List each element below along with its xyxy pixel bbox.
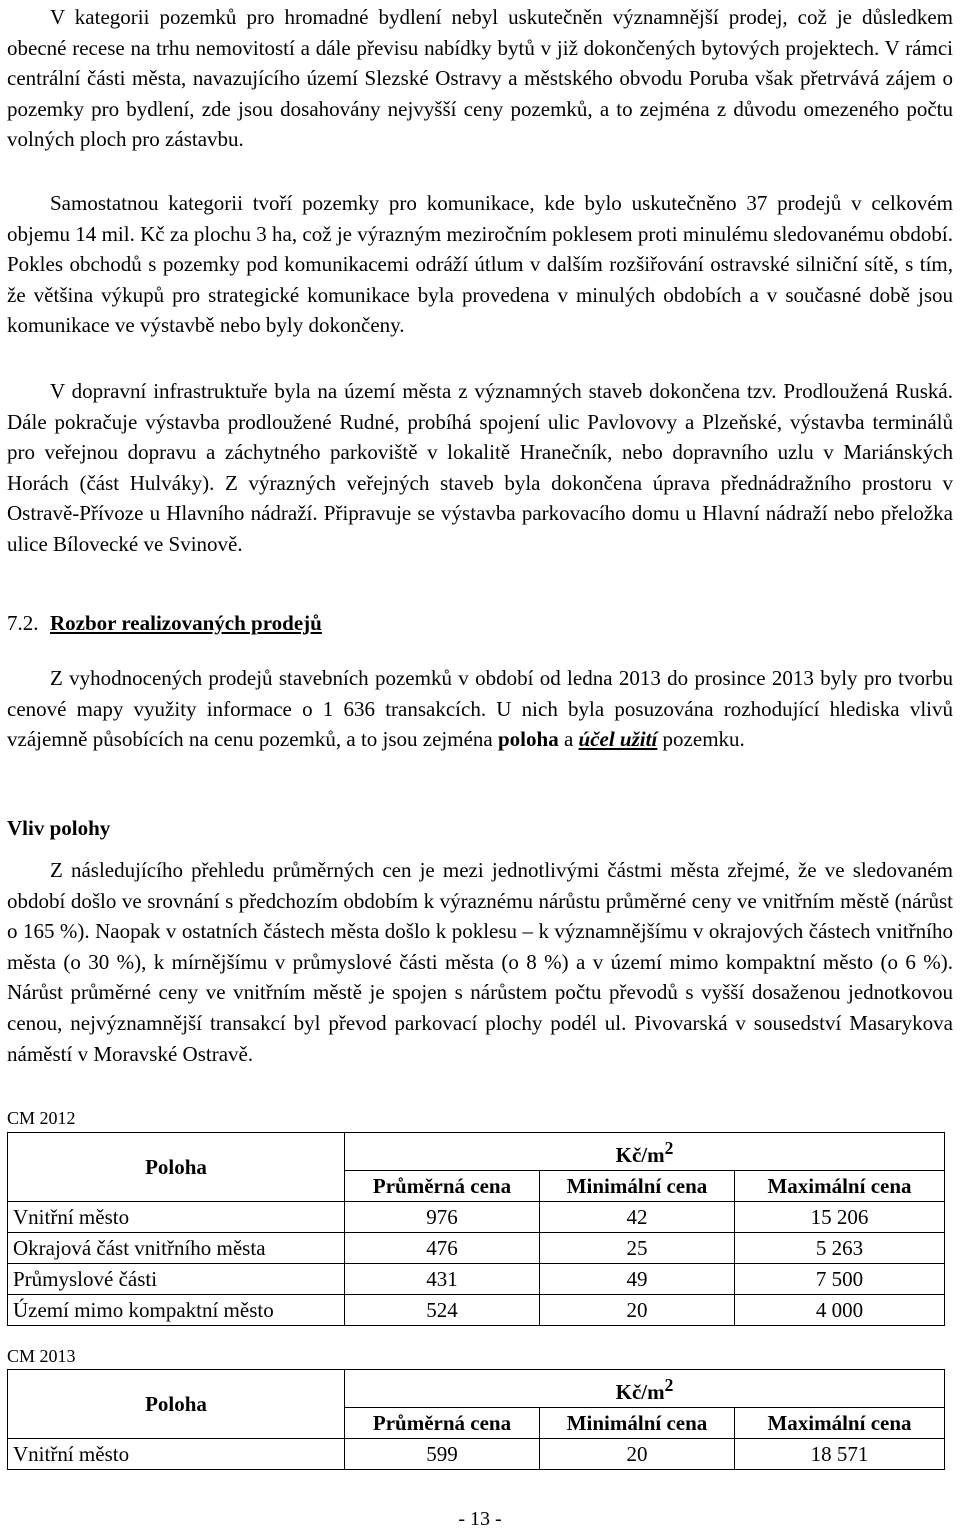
price-table-2012 bbox=[7, 1132, 945, 1326]
emphasis-purpose-of-use: účel užití bbox=[578, 727, 658, 752]
paragraph-3-text: V dopravní infrastruktuře byla na území města z významných staveb dokončena tzv. Prodloužená Ruská. Dále pokračuje výstavba prodloužené Rudné, probíhá spojení ulic Pavlovovy a Plzeňské, výstavba terminálů pro veřejnou dopravu a záchytného parkoviště v lokalitě Hranečník, nebo dopravního uzlu v Mariánských Horách (část Hulváky). Z výrazných veřejných staveb byla dokončena úprava přednádražního prostoru v Ostravě-Přívoze u Hlavního nádraží. Připravuje se výstavba parkovacího domu u Hlavní nádraží nebo přeložka ulice Bílovecké ve Svinově. bbox=[7, 379, 953, 556]
header-average-price: Průměrná cena bbox=[345, 1171, 540, 1202]
cell-min: 20 bbox=[540, 1439, 735, 1470]
table-row bbox=[8, 1439, 945, 1470]
cell-min: 20 bbox=[540, 1295, 735, 1326]
header-unit bbox=[345, 1370, 945, 1408]
paragraph-4-end: pozemku. bbox=[657, 727, 745, 752]
table-label-cm-2012: CM 2012 bbox=[7, 1108, 76, 1128]
table-row bbox=[8, 1202, 945, 1233]
cell-min: 25 bbox=[540, 1233, 735, 1264]
header-max-price: Maximální cena bbox=[735, 1408, 945, 1439]
unit-label: Kč/m bbox=[615, 1143, 665, 1167]
unit-superscript: 2 bbox=[664, 1138, 674, 1158]
paragraph-recession-residential bbox=[7, 2, 953, 155]
unit-superscript: 2 bbox=[664, 1375, 674, 1395]
cell-average: 599 bbox=[345, 1439, 540, 1470]
cell-area-name: Průmyslové části bbox=[8, 1264, 345, 1295]
header-max-price: Maximální cena bbox=[735, 1171, 945, 1202]
paragraph-4-joiner: a bbox=[558, 727, 579, 752]
cell-max: 18 571 bbox=[735, 1439, 945, 1470]
paragraph-evaluated-sales bbox=[7, 663, 953, 755]
header-min-price: Minimální cena bbox=[540, 1171, 735, 1202]
section-title: Rozbor realizovaných prodejů bbox=[50, 611, 322, 635]
paragraph-transport-infrastructure bbox=[7, 376, 953, 560]
cell-max: 5 263 bbox=[735, 1233, 945, 1264]
header-poloha: Poloha bbox=[8, 1133, 345, 1202]
header-unit bbox=[345, 1133, 945, 1171]
paragraph-2-text: Samostatnou kategorii tvoří pozemky pro komunikace, kde bylo uskutečněno 37 prodejů v celkovém objemu 14 mil. Kč za plochu 3 ha, což je výrazným meziročním poklesem proti minulému sledovanému období. Pokles obchodů s pozemky pod komunikacemi odráží útlum v dalším rozšiřování ostravské silniční sítě, s tím, že většina výkupů pro strategické komunikace byla provedena v minulých obdobích a v současné době jsou komunikace ve výstavbě nebo byly dokončeny. bbox=[7, 191, 953, 338]
cell-average: 476 bbox=[345, 1233, 540, 1264]
cell-max: 15 206 bbox=[735, 1202, 945, 1233]
paragraph-price-overview bbox=[7, 855, 953, 1069]
table-row bbox=[8, 1233, 945, 1264]
table-label-cm-2013: CM 2013 bbox=[7, 1346, 76, 1366]
cell-average: 976 bbox=[345, 1202, 540, 1233]
table-row bbox=[8, 1295, 945, 1326]
section-number: 7.2. bbox=[7, 611, 39, 635]
header-min-price: Minimální cena bbox=[540, 1408, 735, 1439]
header-poloha: Poloha bbox=[8, 1370, 345, 1439]
cell-average: 524 bbox=[345, 1295, 540, 1326]
cell-min: 49 bbox=[540, 1264, 735, 1295]
table-row bbox=[8, 1264, 945, 1295]
cell-average: 431 bbox=[345, 1264, 540, 1295]
paragraph-4-text: Z vyhodnocených prodejů stavebních pozemků v období od ledna 2013 do prosince 2013 byly pro tvorbu cenové mapy využity informace o 1 636 transakcích. U nich byla posuzována rozhodující hlediska vlivů vzájemně působících na cenu pozemků, a to jsou zejména bbox=[7, 666, 953, 752]
page-number: - 13 - bbox=[458, 1508, 502, 1530]
cell-min: 42 bbox=[540, 1202, 735, 1233]
cell-area-name: Vnitřní město bbox=[8, 1439, 345, 1470]
cell-area-name: Vnitřní město bbox=[8, 1202, 345, 1233]
unit-label: Kč/m bbox=[615, 1380, 665, 1404]
paragraph-5-text: Z následujícího přehledu průměrných cen je mezi jednotlivými částmi města zřejmé, že ve sledovaném období došlo ve srovnání s předchozím obdobím k výraznému nárůstu průměrné ceny ve vnitřním městě (nárůst o 165 %). Naopak v ostatních částech města došlo k poklesu – k významnějšímu v okrajových částech vnitřního města (o 30 %), k mírnějšímu v průmyslové části města (o 8 %) a v území mimo kompaktní město (o 6 %). Nárůst průměrné ceny ve vnitřním městě je spojen s nárůstem počtu převodů s vyšší dosaženou jednotkovou cenou, nejvýznamnější transakcí byl převod parkovací plochy podél ul. Pivovarská v sousedství Masarykova náměstí v Moravské Ostravě. bbox=[7, 858, 953, 1066]
cell-area-name: Okrajová část vnitřního města bbox=[8, 1233, 345, 1264]
paragraph-road-land bbox=[7, 188, 953, 341]
price-table-2013 bbox=[7, 1369, 945, 1470]
paragraph-1-text: V kategorii pozemků pro hromadné bydlení nebyl uskutečněn významnější prodej, což je důsledkem obecné recese na trhu nemovitostí a dále převisu nabídky bytů v již dokončených bytových projektech. V rámci centrální části města, navazujícího území Slezské Ostravy a městského obvodu Poruba však přetrvává zájem o pozemky pro bydlení, zde jsou dosahovány nejvyšší ceny pozemků, a to zejména z důvodu omezeného počtu volných ploch pro zástavbu. bbox=[7, 5, 953, 152]
emphasis-location: poloha bbox=[498, 727, 559, 752]
cell-max: 4 000 bbox=[735, 1295, 945, 1326]
cell-max: 7 500 bbox=[735, 1264, 945, 1295]
subheading-location-influence: Vliv polohy bbox=[7, 816, 111, 840]
cell-area-name: Území mimo kompaktní město bbox=[8, 1295, 345, 1326]
header-average-price: Průměrná cena bbox=[345, 1408, 540, 1439]
